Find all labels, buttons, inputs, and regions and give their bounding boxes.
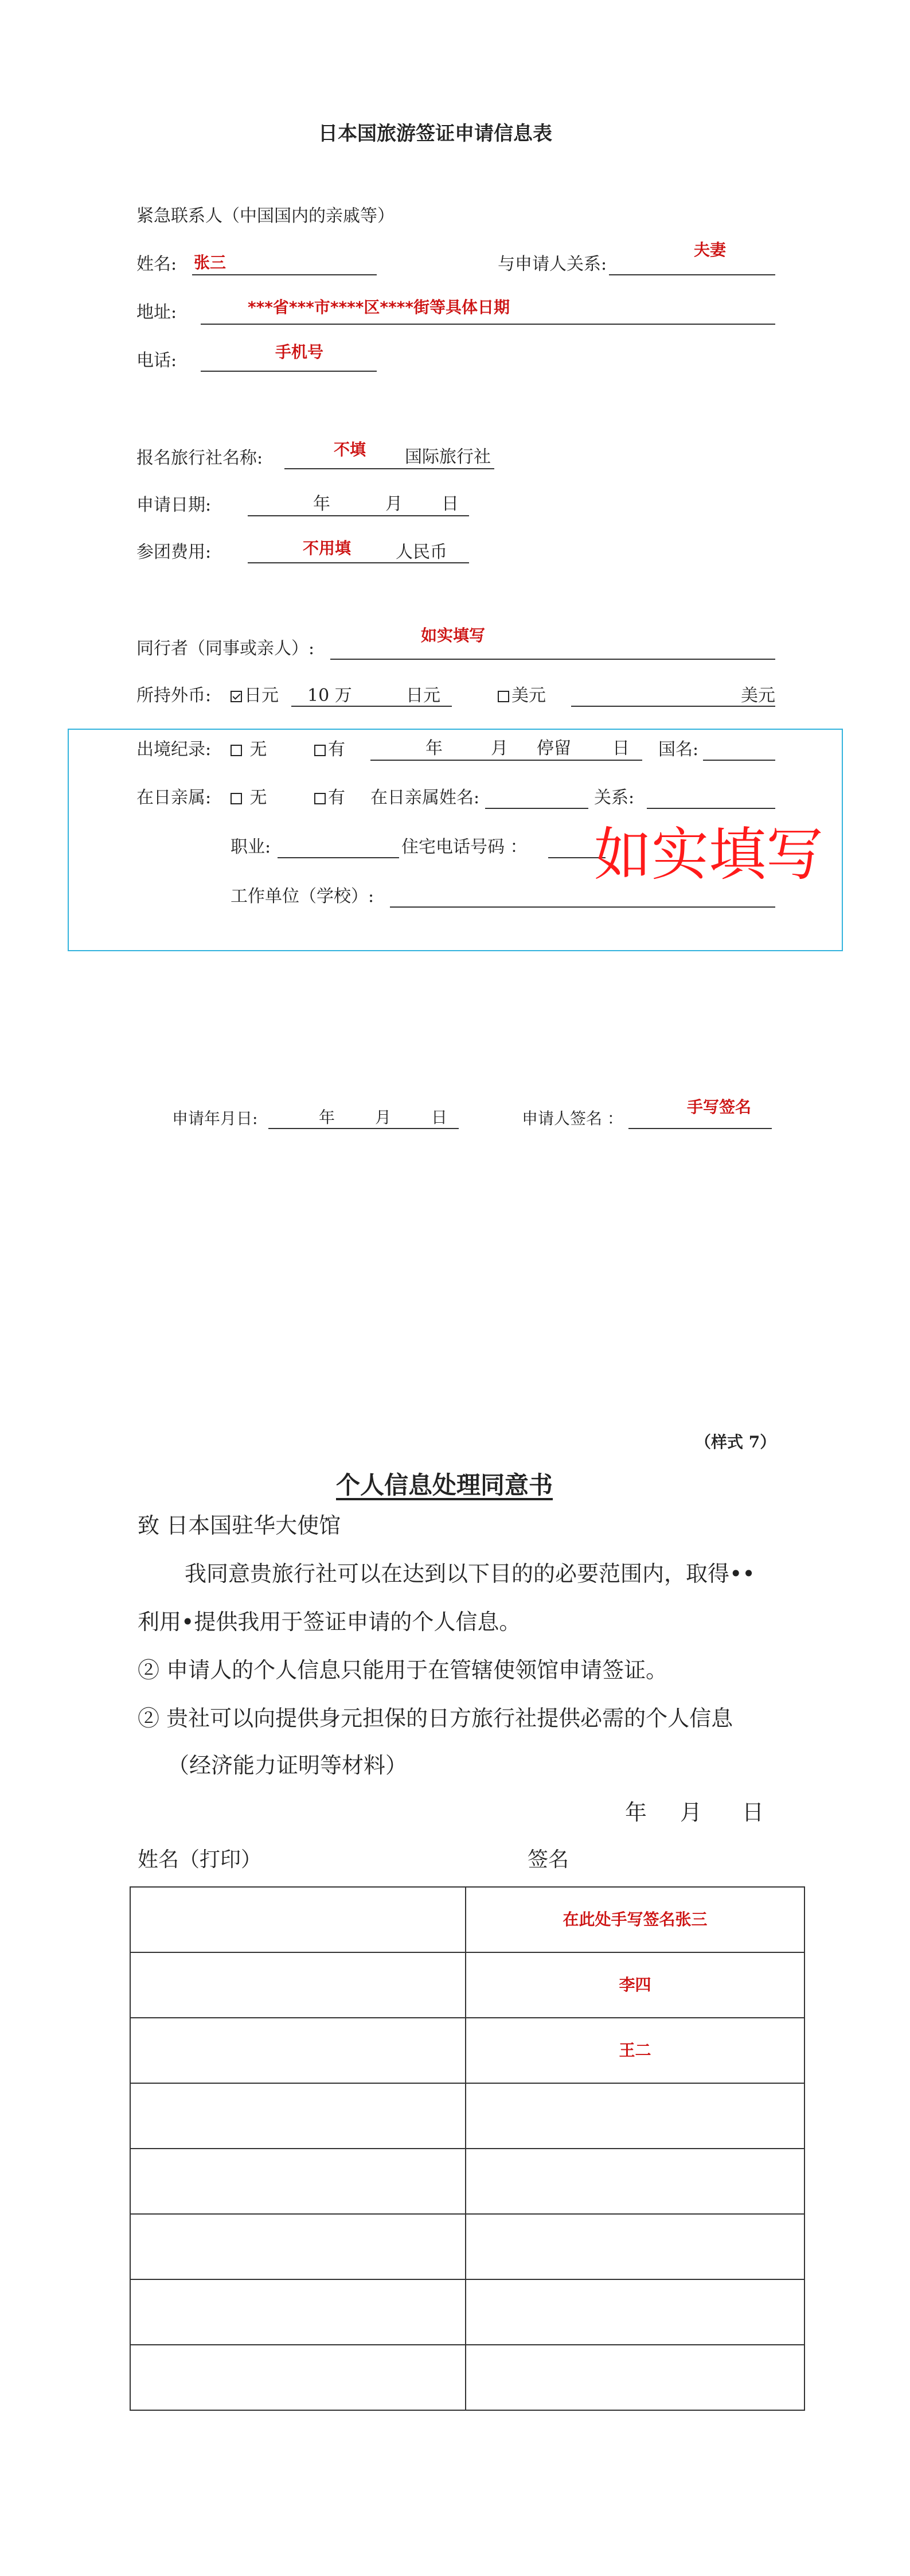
entry-month: 月 bbox=[491, 738, 508, 758]
home-phone-label: 住宅电话号码 ： bbox=[401, 837, 528, 857]
emergency-name-label: 姓名: bbox=[136, 254, 177, 274]
col-name-header: 姓名（打印） bbox=[138, 1848, 262, 1871]
apply-date-line bbox=[248, 515, 469, 516]
entry-country-line bbox=[703, 760, 775, 761]
agency-label: 报名旅行社名称: bbox=[136, 448, 263, 468]
entry-stay: 停留 bbox=[537, 738, 571, 758]
jpy-amount-line bbox=[291, 706, 452, 707]
relatives-has-label: 有 bbox=[328, 788, 345, 808]
agency-note[interactable]: 不填 bbox=[334, 440, 366, 459]
signature-cell[interactable] bbox=[466, 2214, 804, 2279]
usd-option[interactable] bbox=[498, 687, 546, 705]
relatives-big-note: 如实填写 bbox=[594, 821, 823, 888]
name-cell[interactable] bbox=[130, 2279, 466, 2345]
consent-item2-line2: （经济能力证明等材料） bbox=[167, 1753, 408, 1778]
relatives-name-line bbox=[485, 808, 588, 809]
consent-item2-line1: ② 贵社可以向提供身元担保的日方旅行社提供必需的个人信息 bbox=[138, 1706, 733, 1731]
relatives-relation-line bbox=[647, 808, 775, 809]
agency-suffix: 国际旅行社 bbox=[405, 447, 491, 467]
address-line bbox=[201, 324, 775, 325]
relatives-label: 在日亲属: bbox=[136, 788, 212, 808]
companions-line bbox=[330, 659, 775, 660]
signature-cell[interactable] bbox=[466, 2149, 804, 2214]
date-month: 月 bbox=[680, 1800, 702, 1825]
form2-title: 个人信息处理同意书 bbox=[336, 1471, 553, 1499]
relatives-has-checkbox-icon[interactable] bbox=[314, 793, 326, 804]
companions-value[interactable]: 如实填写 bbox=[421, 626, 486, 645]
name-cell[interactable] bbox=[130, 1952, 466, 2018]
table-row bbox=[130, 2018, 804, 2083]
applicant-sign-line bbox=[628, 1128, 772, 1129]
fee-note[interactable]: 不用填 bbox=[303, 539, 351, 558]
sign-date-month: 月 bbox=[375, 1108, 392, 1127]
fee-label: 参团费用: bbox=[136, 542, 212, 562]
table-row bbox=[130, 2083, 804, 2149]
usd-checkbox-icon[interactable] bbox=[498, 691, 509, 702]
jpy-checkbox-icon[interactable] bbox=[231, 691, 242, 702]
emergency-name-line bbox=[192, 274, 377, 275]
apply-date-year: 年 bbox=[313, 494, 330, 514]
relatives-none-option[interactable] bbox=[231, 789, 267, 807]
fee-line bbox=[248, 562, 469, 563]
entry-date-line bbox=[370, 760, 642, 761]
relation-value[interactable]: 夫妻 bbox=[694, 240, 727, 259]
signature-table bbox=[130, 1886, 805, 2411]
signature-cell[interactable] bbox=[466, 2083, 804, 2149]
jpy-option-label: 日元 bbox=[244, 686, 279, 706]
entry-day: 日 bbox=[612, 738, 630, 758]
entry-has-option[interactable] bbox=[314, 741, 345, 758]
name-cell[interactable] bbox=[130, 2018, 466, 2083]
table-row bbox=[130, 2345, 804, 2410]
date-year: 年 bbox=[625, 1800, 647, 1825]
entry-has-label: 有 bbox=[328, 740, 345, 760]
signature-cell[interactable]: 王二 bbox=[466, 2018, 804, 2083]
sign-date-label: 申请年月日: bbox=[172, 1109, 258, 1128]
usd-amount-line bbox=[571, 706, 775, 707]
sign-date-year: 年 bbox=[319, 1108, 335, 1127]
sign-date-day: 日 bbox=[431, 1108, 448, 1127]
agency-line bbox=[284, 468, 494, 469]
form1-title: 日本国旅游签证申请信息表 bbox=[318, 122, 552, 145]
name-cell[interactable] bbox=[130, 2083, 466, 2149]
name-cell[interactable] bbox=[130, 1887, 466, 1952]
relatives-none-label: 无 bbox=[249, 788, 267, 808]
col-sign-header: 签名 bbox=[528, 1848, 569, 1871]
consent-line2: 利用•提供我用于签证申请的个人信息。 bbox=[138, 1609, 521, 1635]
workplace-line bbox=[390, 906, 775, 908]
phone-value[interactable]: 手机号 bbox=[275, 343, 324, 361]
jpy-unit: 日元 bbox=[406, 686, 440, 706]
workplace-label: 工作单位（学校）: bbox=[231, 886, 374, 906]
apply-date-label: 申请日期: bbox=[136, 495, 212, 515]
consent-line1: 我同意贵旅行社可以在达到以下目的的必要范围内，取得•• bbox=[185, 1561, 755, 1586]
table-row bbox=[130, 2214, 804, 2279]
usd-option-label: 美元 bbox=[511, 686, 546, 706]
relatives-name-label: 在日亲属姓名: bbox=[370, 788, 480, 808]
entry-has-checkbox-icon[interactable] bbox=[314, 745, 326, 756]
name-cell[interactable] bbox=[130, 2149, 466, 2214]
emergency-contact-heading: 紧急联系人（中国国内的亲戚等） bbox=[136, 206, 395, 226]
companions-label: 同行者（同事或亲人）: bbox=[136, 639, 315, 659]
relation-line bbox=[609, 274, 775, 275]
relatives-relation-label: 关系: bbox=[594, 788, 635, 808]
address-value[interactable]: ***省***市****区****街等具体日期 bbox=[248, 298, 510, 317]
apply-date-day: 日 bbox=[442, 494, 459, 514]
phone-label: 电话: bbox=[136, 351, 177, 371]
relatives-none-checkbox-icon[interactable] bbox=[231, 793, 242, 804]
jpy-amount[interactable]: 10 万 bbox=[307, 686, 352, 706]
applicant-sign-label: 申请人签名 ： bbox=[522, 1109, 623, 1128]
entry-country-label: 国名: bbox=[658, 740, 699, 760]
style-label: （样式 7） bbox=[695, 1433, 776, 1452]
table-row bbox=[130, 1887, 804, 1952]
fee-unit: 人民币 bbox=[396, 542, 447, 562]
date-day: 日 bbox=[742, 1800, 764, 1825]
relatives-has-option[interactable] bbox=[314, 789, 345, 807]
consent-item1: ② 申请人的个人信息只能用于在管辖使领馆申请签证。 bbox=[138, 1657, 668, 1683]
jpy-option[interactable] bbox=[231, 687, 279, 705]
sign-date-line bbox=[268, 1128, 459, 1129]
entry-none-option[interactable] bbox=[231, 741, 267, 758]
emergency-name-value[interactable]: 张三 bbox=[194, 253, 226, 272]
phone-line bbox=[201, 371, 377, 372]
name-cell[interactable] bbox=[130, 2345, 466, 2410]
entry-none-checkbox-icon[interactable] bbox=[231, 745, 242, 756]
entry-none-label: 无 bbox=[249, 740, 267, 760]
entry-year: 年 bbox=[425, 738, 443, 758]
name-cell[interactable] bbox=[130, 2214, 466, 2279]
signature-cell[interactable]: 李四 bbox=[466, 1952, 804, 2018]
applicant-sign-note[interactable]: 手写签名 bbox=[687, 1098, 752, 1116]
address-label: 地址: bbox=[136, 302, 177, 322]
usd-unit: 美元 bbox=[741, 686, 775, 706]
signature-cell[interactable] bbox=[466, 2345, 804, 2410]
signature-cell[interactable] bbox=[466, 2279, 804, 2345]
table-row bbox=[130, 2149, 804, 2214]
entry-record-label: 出境纪录: bbox=[136, 740, 212, 760]
table-row bbox=[130, 2279, 804, 2345]
relation-label: 与申请人关系: bbox=[498, 254, 607, 274]
table-row bbox=[130, 1952, 804, 2018]
addressee: 致 日本国驻华大使馆 bbox=[138, 1513, 341, 1538]
job-line bbox=[278, 857, 399, 858]
job-label: 职业: bbox=[231, 837, 271, 857]
apply-date-month: 月 bbox=[385, 494, 403, 514]
signature-cell[interactable]: 在此处手写签名张三 bbox=[466, 1887, 804, 1952]
currency-label: 所持外币: bbox=[136, 686, 212, 706]
